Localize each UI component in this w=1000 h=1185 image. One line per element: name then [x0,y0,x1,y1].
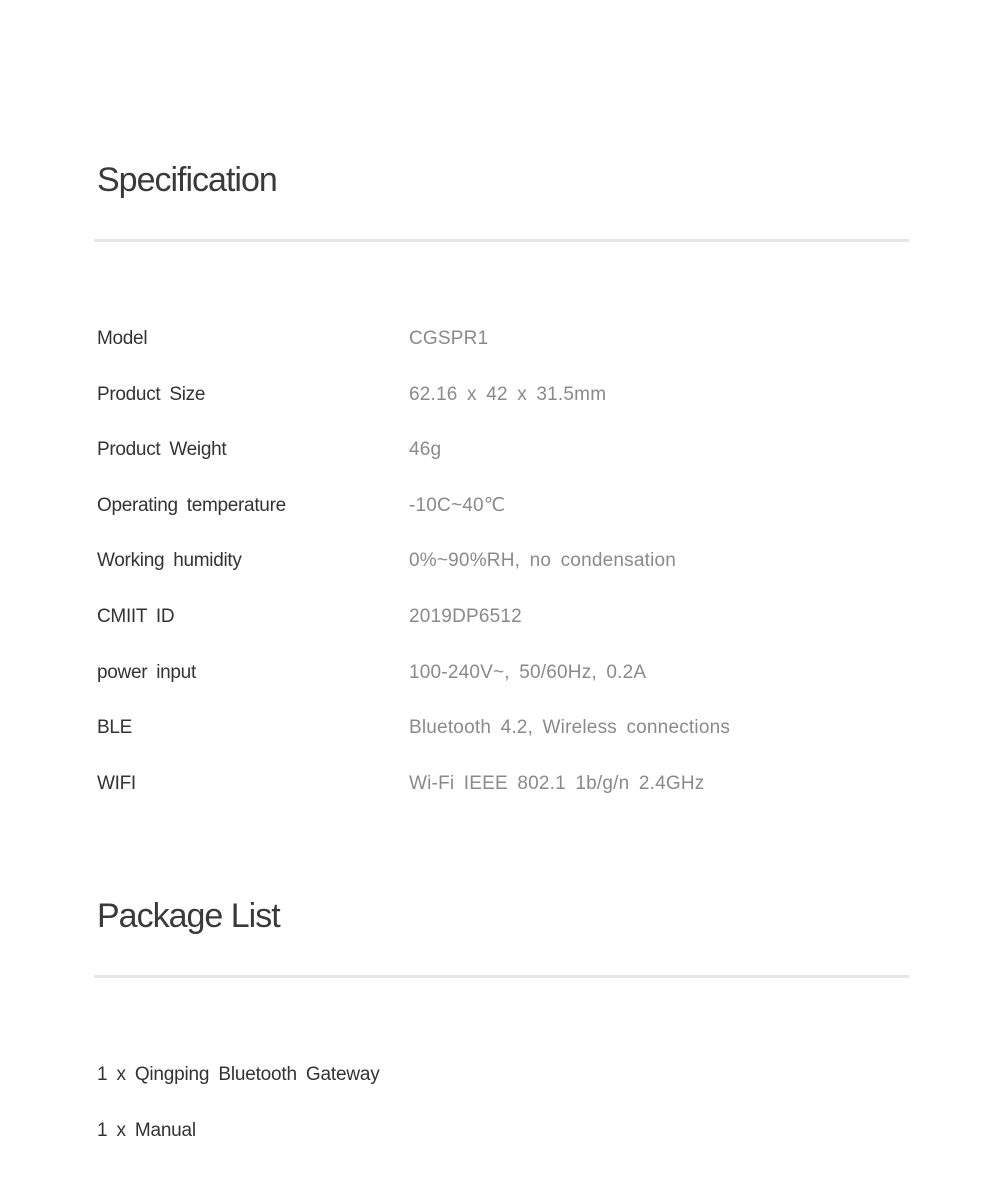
spec-row-product-weight [97,433,897,489]
spec-label: Product Size [97,383,206,405]
spec-row-model [97,322,897,378]
spec-label: BLE [97,717,133,739]
spec-value: -10C~40℃ [409,494,506,516]
spec-label: CMIIT ID [97,605,175,627]
spec-label: Model [97,328,148,349]
specification-divider [94,239,909,242]
package-list [97,1058,380,1169]
spec-row-power-input [97,656,897,712]
spec-value: 46g [409,439,442,461]
spec-label: Product Weight [97,439,227,461]
spec-row-wifi [97,767,897,823]
spec-value: 100-240V~, 50/60Hz, 0.2A [409,661,647,683]
spec-label: power input [97,661,196,683]
spec-value: 62.16 x 42 x 31.5mm [409,383,607,405]
package-item: 1 x Manual [97,1119,196,1141]
spec-value: Bluetooth 4.2, Wireless connections [409,717,731,739]
package-list-title: Package List [97,897,280,935]
spec-row-ble [97,711,897,767]
spec-row-operating-temperature [97,489,897,545]
spec-value: 2019DP6512 [409,605,522,627]
spec-value: CGSPR1 [409,328,489,349]
spec-value: Wi-Fi IEEE 802.1 1b/g/n 2.4GHz [409,772,705,794]
spec-label: WIFI [97,772,136,794]
package-list-divider [94,975,909,978]
spec-row-product-size [97,378,897,434]
spec-row-working-humidity [97,544,897,600]
specification-title: Specification [97,161,277,199]
spec-label: Working humidity [97,550,242,572]
spec-label: Operating temperature [97,494,286,516]
spec-value: 0%~90%RH, no condensation [409,550,677,572]
spec-row-cmiit-id [97,600,897,656]
package-item: 1 x Qingping Bluetooth Gateway [97,1064,380,1085]
spec-table [97,322,897,822]
